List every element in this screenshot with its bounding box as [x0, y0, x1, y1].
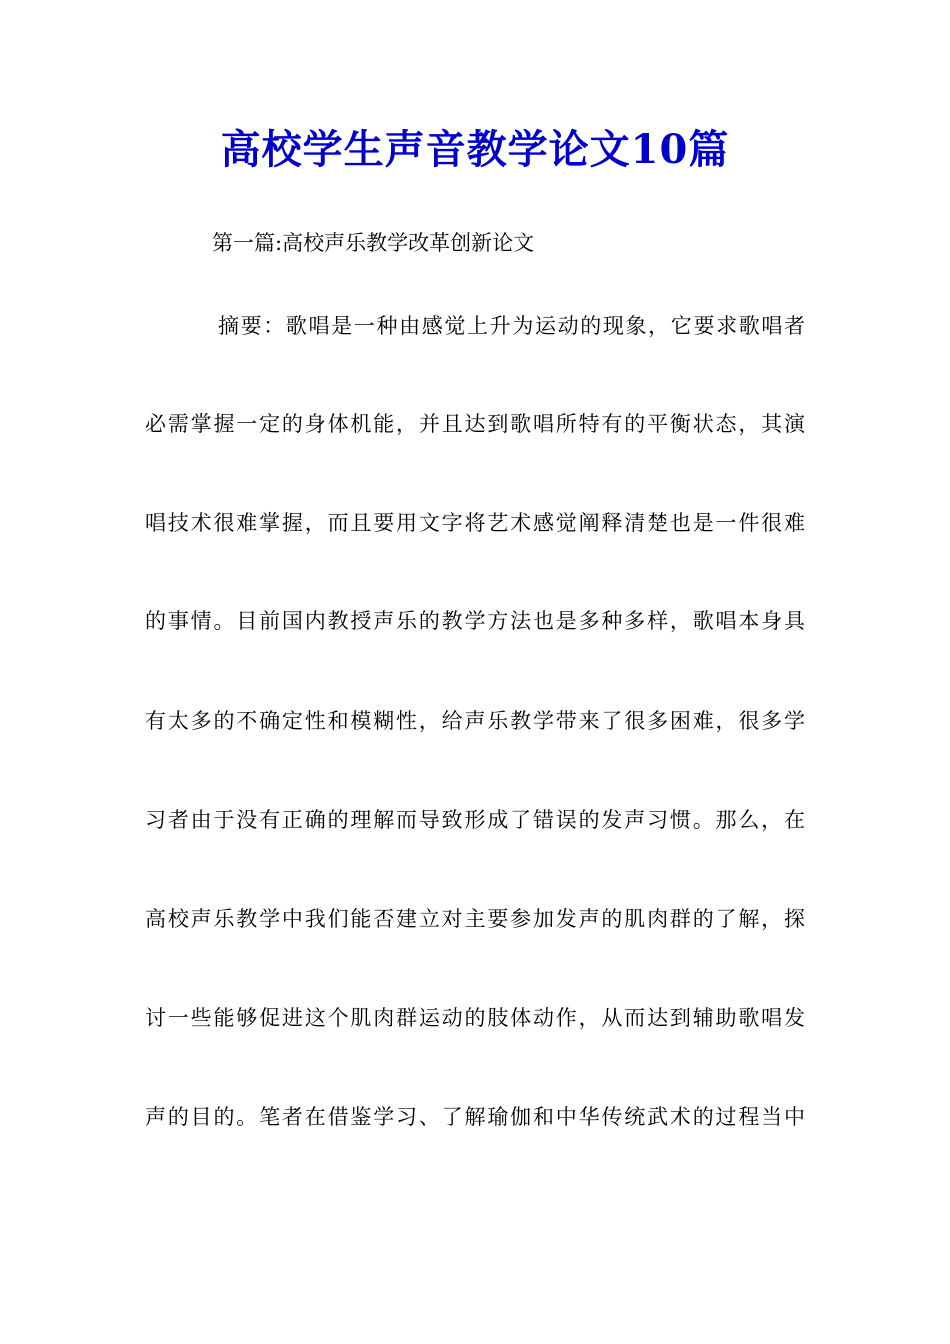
- document-title: 高校学生声音教学论文10篇: [220, 126, 730, 173]
- body-line: 高校声乐教学中我们能否建立对主要参加发声的肌肉群的了解，探: [145, 907, 805, 931]
- body-line: 摘要：歌唱是一种由感觉上升为运动的现象，它要求歌唱者: [218, 314, 805, 338]
- body-line: 有太多的不确定性和模糊性，给声乐教学带来了很多困难，很多学: [145, 709, 805, 733]
- section-heading: 第一篇:高校声乐教学改革创新论文: [212, 231, 535, 255]
- body-line: 必需掌握一定的身体机能，并且达到歌唱所特有的平衡状态，其演: [145, 412, 805, 436]
- body-line: 唱技术很难掌握，而且要用文字将艺术感觉阐释清楚也是一件很难: [145, 511, 805, 535]
- body-line: 的事情。目前国内教授声乐的教学方法也是多种多样，歌唱本身具: [145, 609, 805, 633]
- body-line: 声的目的。笔者在借鉴学习、了解瑜伽和中华传统武术的过程当中: [145, 1105, 805, 1129]
- body-line: 讨一些能够促进这个肌肉群运动的肢体动作，从而达到辅助歌唱发: [145, 1006, 805, 1030]
- body-line: 习者由于没有正确的理解而导致形成了错误的发声习惯。那么，在: [145, 808, 805, 832]
